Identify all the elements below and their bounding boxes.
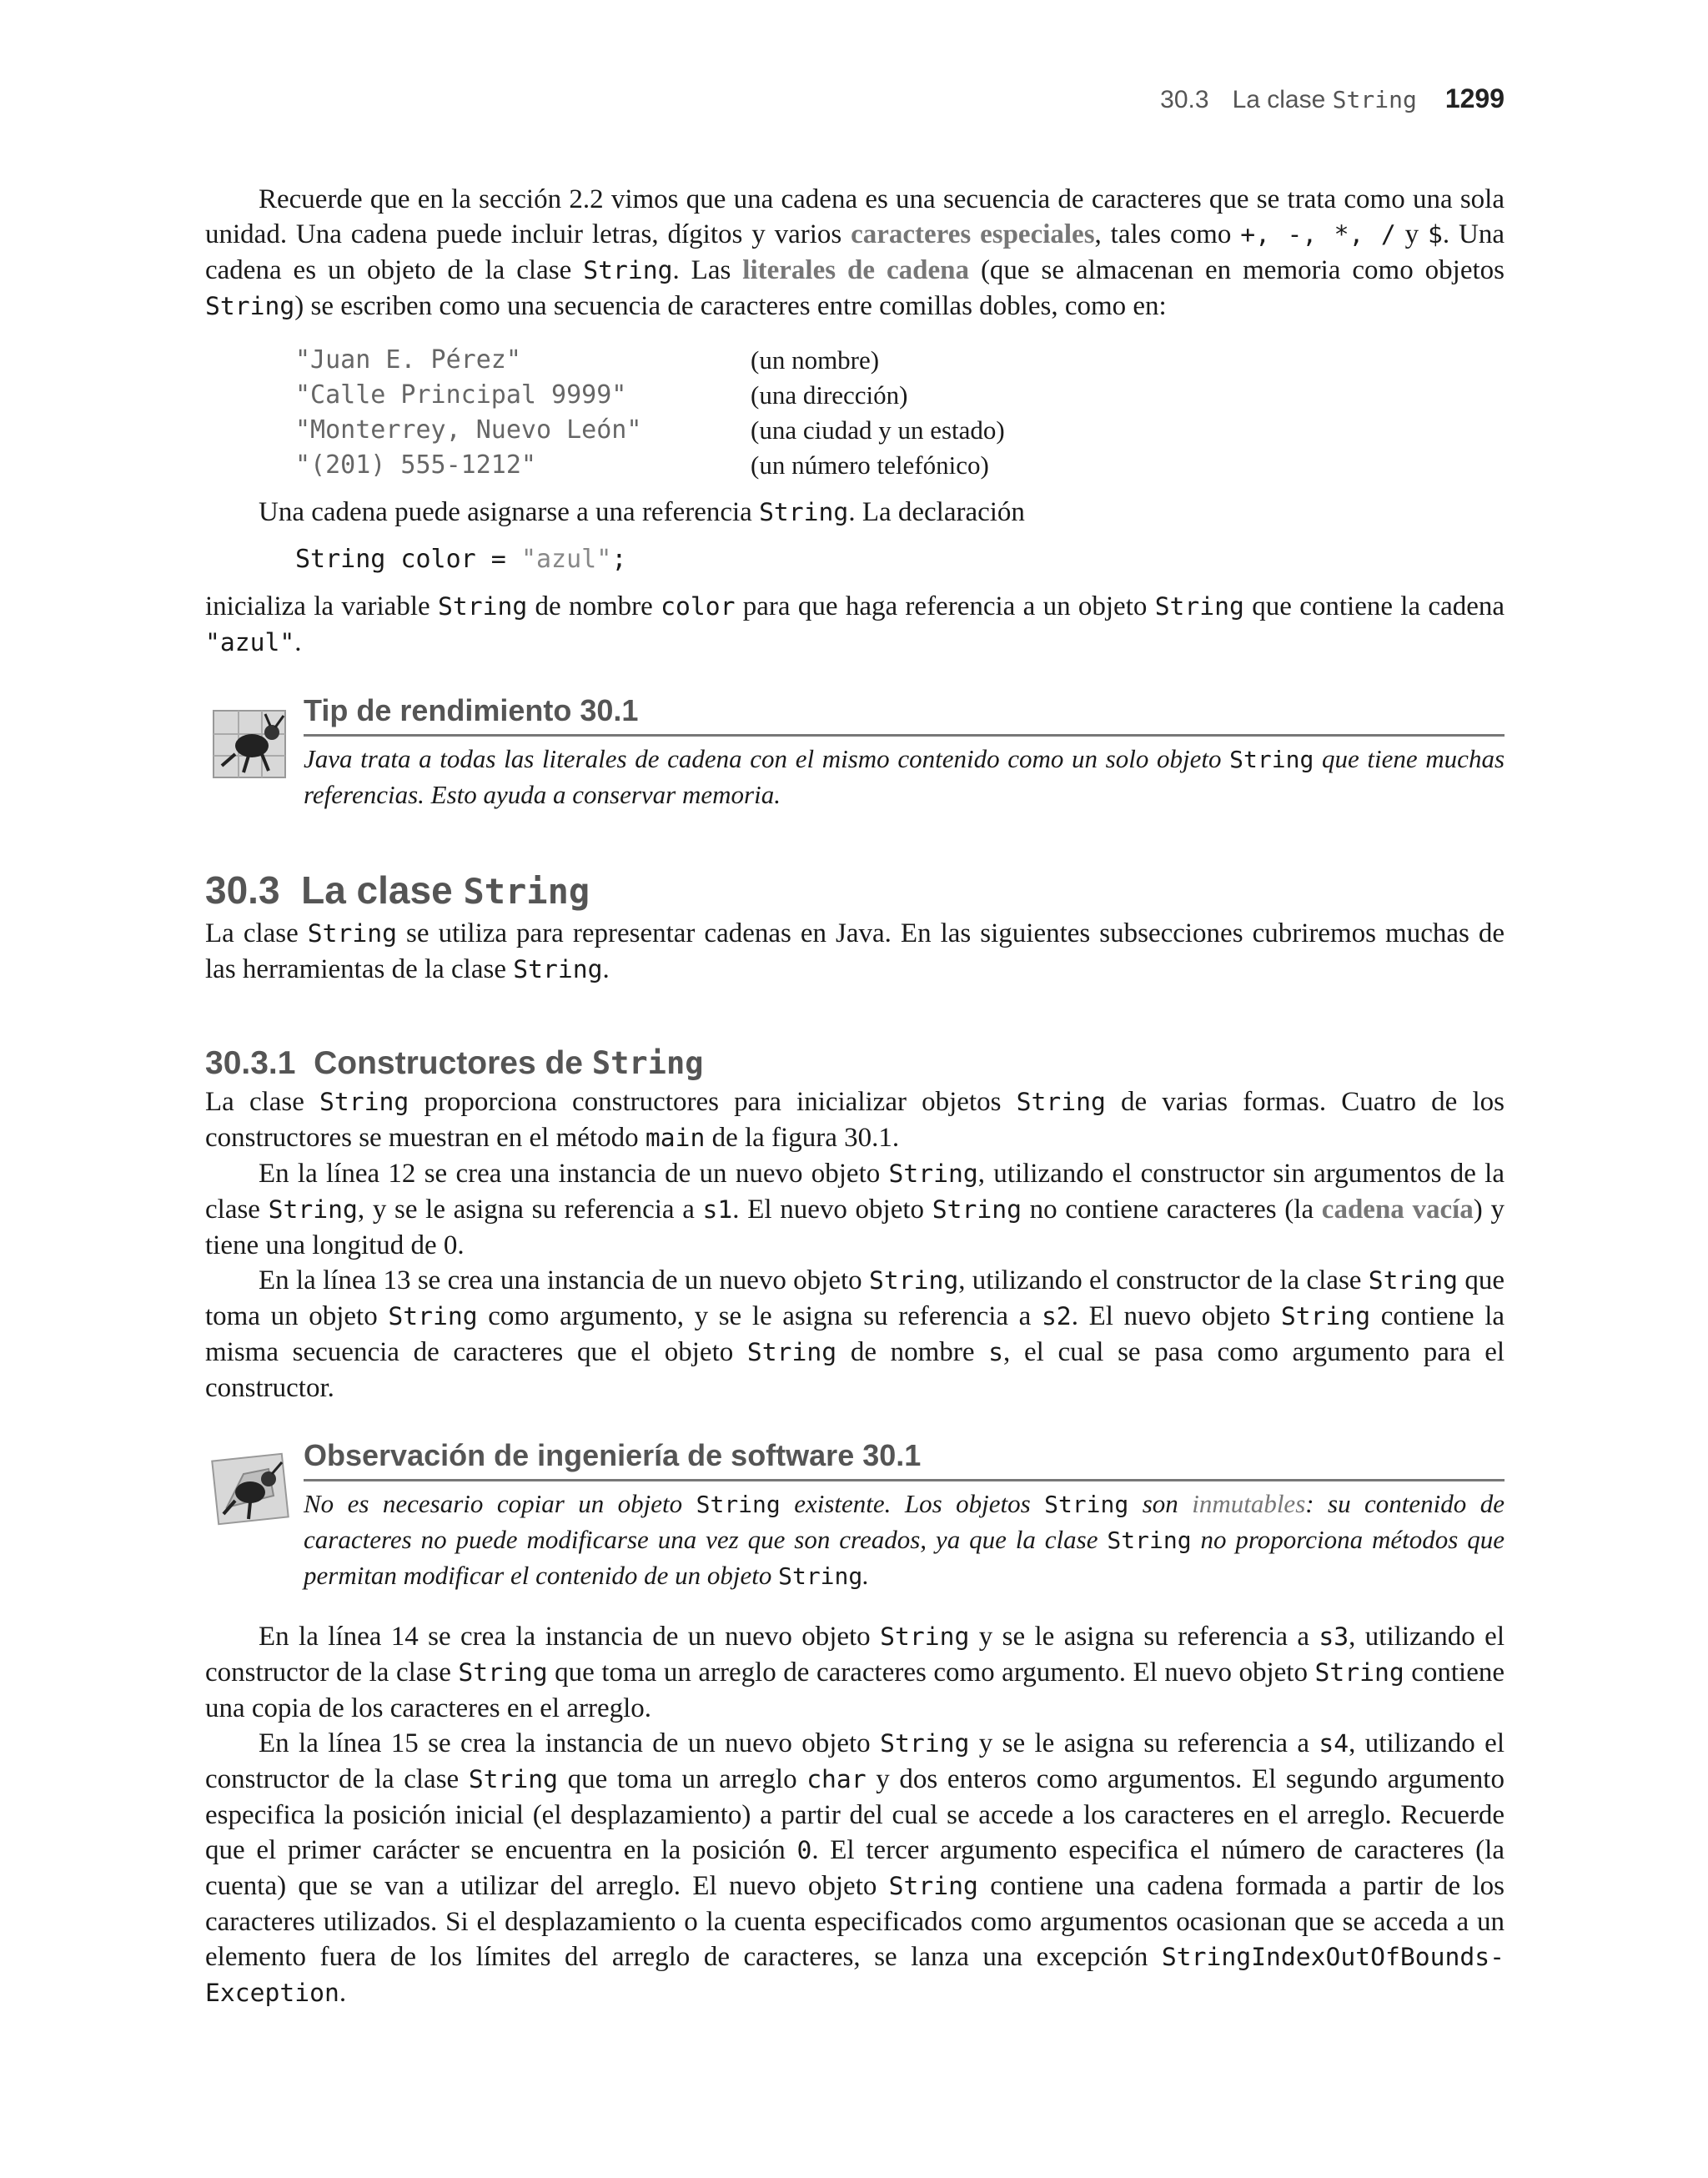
paragraph-intro: Recuerde que en la sección 2.2 vimos que una cadena es una secuencia de caracteres que se trata como una sola unidad. Una cadena puede incluir letras, dígitos y varios caracteres especiales, tales como +, -, *, / y $. Una cadena es un objeto de la clase String. Las literales de cadena (que se almacenan en memoria como objetos String) se escriben como una secuencia de caracteres entre comillas dobles, como en: (205, 184, 1505, 321)
page-number: 1299 (1444, 83, 1505, 113)
example-code: "Calle Principal 9999" (295, 380, 627, 410)
software-engineering-box (205, 1436, 1505, 1594)
swe-text: No es necesario copiar un objeto String existente. Los objetos String son inmutables: su contenido de caracteres no puede modificarse una vez que son creados, ya que la clase String no proporciona métodos que permitan modificar el contenido de un objeto String. (304, 1489, 1505, 1590)
string-examples (295, 343, 1505, 483)
page-body (205, 182, 1505, 2011)
paragraph-line-12: En la línea 12 se crea una instancia de un nuevo objeto String, utilizando el constructor sin argumentos de la clase String, y se le asigna su referencia a s1. El nuevo objeto String no contiene caracteres (la cadena vacía) y tiene una longitud de 0. (205, 1159, 1505, 1260)
paragraph-line-15: En la línea 15 se crea la instancia de un nuevo objeto String y se le asigna su referencia a s4, utilizando el constructor de la clase String que toma un arreglo char y dos enteros como argumentos. El segundo argumento especifica la posición inicial (el desplazamiento) a partir del cual se accede a los caracteres en el arreglo. Recuerde que el primer carácter se encuentra en la posición 0. El tercer argumento especifica el número de caracteres (la cuenta) que se van a utilizar del arreglo. El nuevo objeto String contiene una cadena formada a partir de los caracteres utilizados. Si el desplazamiento o la cuenta especificados como argumentos ocasionan que se acceda a un elemento fuera de los límites del arreglo de caracteres, se lanza una excepción StringIndexOutOfBounds-Exception. (205, 1728, 1505, 2008)
term-inmutables: inmutables (1192, 1489, 1306, 1518)
running-header (205, 83, 1505, 123)
example-desc: (un número telefónico) (751, 450, 989, 480)
paragraph-line-14: En la línea 14 se crea la instancia de un nuevo objeto String y se le asigna su referencia a s3, utilizando el constructor de la clase String que toma un arreglo de caracteres como argumento. El nuevo objeto String contiene una copia de los caracteres en el arreglo. (205, 1622, 1505, 1723)
performance-tip-box (205, 691, 1505, 812)
paragraph-initialize: inicializa la variable String de nombre color para que haga referencia a un objeto String que contiene la cadena "azul". (205, 591, 1505, 657)
example-code: "Juan E. Pérez" (295, 345, 521, 375)
header-title: La clase (1232, 86, 1326, 113)
tip-rule (304, 734, 1505, 737)
example-desc: (una dirección) (751, 380, 908, 410)
subsection-heading: 30.3.1 Constructores de String (205, 1045, 704, 1081)
example-desc: (un nombre) (751, 345, 880, 375)
swe-rule (304, 1479, 1505, 1481)
example-row (295, 343, 1505, 378)
term-caracteres-especiales: caracteres especiales (851, 219, 1095, 249)
term-literales-de-cadena: literales de cadena (742, 255, 969, 285)
header-code: String (1332, 86, 1417, 113)
header-section-number: 30.3 (1160, 86, 1209, 113)
example-row (295, 413, 1505, 448)
tip-text: Java trata a todas las literales de cadena con el mismo contenido como un solo objeto String que tiene muchas referencias. Esto ayuda a conservar memoria. (304, 744, 1505, 809)
example-desc: (una ciudad y un estado) (751, 415, 1005, 445)
software-engineering-icon (210, 1449, 290, 1527)
example-code: "Monterrey, Nuevo León" (295, 415, 642, 445)
swe-title: Observación de ingeniería de software 30.1 (304, 1438, 922, 1472)
term-cadena-vacia: cadena vacía (1321, 1195, 1474, 1225)
example-row (295, 448, 1505, 483)
code-declaration: String color = "azul"; (295, 545, 627, 574)
paragraph-string-class: La clase String se utiliza para representar cadenas en Java. En las siguientes subsecciones cubriremos muchas de las herramientas de la clase String. (205, 918, 1505, 984)
paragraph-line-13: En la línea 13 se crea una instancia de un nuevo objeto String, utilizando el constructor de la clase String que toma un objeto String como argumento, y se le asigna su referencia a s2. El nuevo objeto String contiene la misma secuencia de caracteres que el objeto String de nombre s, el cual se pasa como argumento para el constructor. (205, 1265, 1505, 1403)
tip-title: Tip de rendimiento 30.1 (304, 693, 639, 727)
example-code: "(201) 555-1212" (295, 450, 536, 480)
example-row (295, 378, 1505, 413)
section-heading: 30.3 La clase String (205, 868, 590, 912)
paragraph-constructors: La clase String proporciona constructores para inicializar objetos String de varias formas. Cuatro de los constructores se muestran en el método main de la figura 30.1. (205, 1087, 1505, 1153)
performance-tip-icon (210, 704, 290, 782)
paragraph-assign: Una cadena puede asignarse a una referencia String. La declaración (259, 497, 1025, 527)
